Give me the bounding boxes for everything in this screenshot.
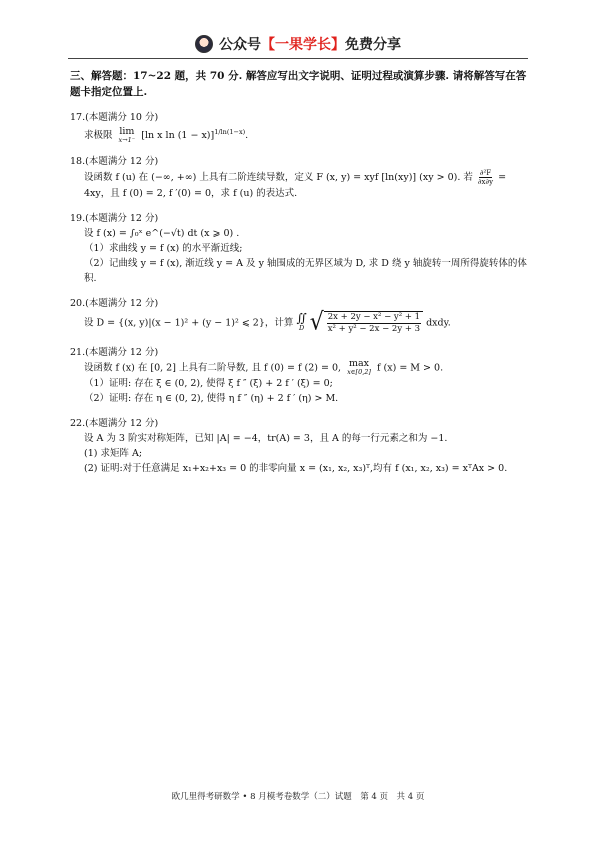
problem-18 [70,154,530,201]
max-operator: max x∈[0,2] [347,357,371,376]
problem-22 [70,416,530,476]
problem-title: 18.(本题满分 12 分) [70,155,159,167]
problem-title: 21.(本题满分 12 分) [70,346,159,358]
problem-title: 20.(本题满分 12 分) [70,297,159,309]
problem-21-line-3: （2）证明: 存在 η ∈ (0, 2), 使得 η f ″ (η) + 2 f ′ (η) > M. [84,392,339,404]
problem-22-line-3: (2) 证明:对于任意满足 x₁+x₂+x₃ = 0 的非零向量 x = (x₁, x₂, x₃)ᵀ,均有 f (x₁, x₂, x₃) = xᵀAx > 0. [84,462,508,474]
problem-title: 22.(本题满分 12 分) [70,417,159,429]
problem-20 [70,296,530,335]
problem-22-line-2: (1) 求矩阵 A; [84,447,143,459]
header-text: 公众号【一果学长】免费分享 [219,37,401,53]
problem-21-line-1: 设函数 f (x) 在 [0, 2] 上具有二阶导数, 且 f (0) = f (2) = 0, max x∈[0,2] f (x) = M > 0. [84,357,444,376]
partial-fraction: $\frac{\text{∂²F}}{\partial x\partial y}$ [477,168,494,186]
problem-17-line: 求极限 lim x→1⁻ [ln x ln (1 − x)]$^{1/ln(1-x)}$. [84,125,249,144]
problem-19 [70,211,530,286]
problem-19-line-2: （1）求曲线 y = f (x) 的水平渐近线; [84,242,243,254]
square-root: √ $\frac{\text{2x + 2y − x² − y² + 1}}{\text{x² + y² − 2x − 2y + 3}}$ [310,311,423,335]
avatar-icon [195,35,213,53]
problem-title: 17.(本题满分 10 分) [70,112,159,123]
problem-21-line-2: （1）证明: 存在 ξ ∈ (0, 2), 使得 ξ f ″ (ξ) + 2 f ′ (ξ) = 0; [84,377,333,389]
problem-title: 19.(本题满分 12 分) [70,212,159,224]
problem-19-line-1: 设 f (x) = ∫₀ˣ e^(−√t) dt (x ⩾ 0) . [84,227,240,239]
problem-18-line-2: 4xy，且 f (0) = 2, f ′(0) = 0，求 f (u) 的表达式. [84,187,298,199]
page-header [0,30,596,58]
problem-17 [70,110,530,144]
problem-19-line-3: （2）记曲线 y = f (x), 渐近线 y = A 及 y 轴围成的无界区域为 D, 求 D 绕 y 轴旋转一周所得旋转体的体积. [84,257,527,284]
header-highlight: 【一果学长】 [261,37,345,53]
problem-22-line-1: 设 A 为 3 阶实对称矩阵，已知 |A| = −4，tr(A) = 3，且 A 的每一行元素之和为 −1. [84,432,448,444]
limit-operator: lim x→1⁻ [118,125,136,144]
section-title: 三、解答题：17~22 题，共 70 分. 解答应写出文字说明、证明过程或演算步骤. 请将解答写在答题卡指定位置上. [70,70,527,98]
problem-21 [70,345,530,406]
problem-18-line-1: 设函数 f (u) 在 (−∞, +∞) 上具有二阶连续导数，定义 F (x, y) = xyf [ln(xy)] (xy > 0). 若 $\frac{\text{∂²F}}{\partial x\partial y}$ = [84,168,507,186]
double-integral: ∬ D [296,310,307,332]
header-divider [68,58,528,59]
page-footer: 欧几里得考研数学 • 8 月模考卷数学（二）试题 第 4 页 共 4 页 [171,792,425,802]
problem-20-line: 设 D = {(x, y)|(x − 1)² + (y − 1)² ⩽ 2}，计算 ∬ D √ $\frac{\text{2x + 2y − x² − y² + 1}}{\text{x² + y² − 2x − 2y + 3}}$ dxdy. [84,308,451,336]
page-content [70,68,530,486]
